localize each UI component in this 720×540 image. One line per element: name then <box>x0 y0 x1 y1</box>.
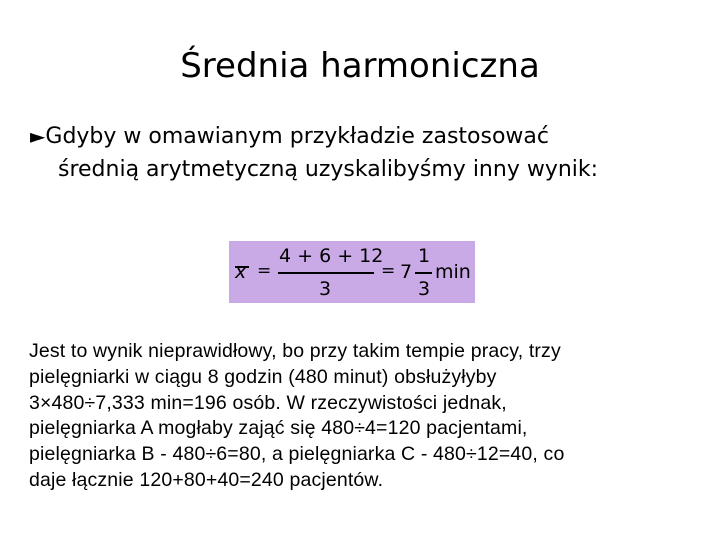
formula-unit: min <box>435 261 471 283</box>
paragraph-line: 3×480÷7,333 min=196 osób. W rzeczywistości jednak, <box>29 391 507 414</box>
mean-formula <box>229 241 475 303</box>
formula-numerator: 4 + 6 + 12 <box>279 245 384 267</box>
fraction-bar-small <box>415 272 432 274</box>
explanation-paragraph <box>29 339 699 494</box>
bullet-arrow-icon: ► <box>30 124 46 148</box>
paragraph-line: pielęgniarka A mogłaby zająć się 480÷4=120 pacjentami, <box>29 417 528 440</box>
formula-frac-den: 3 <box>418 278 431 300</box>
formula-equals-2: = <box>381 261 396 281</box>
formula-equals-1: = <box>257 261 272 281</box>
formula-x: x <box>235 261 247 283</box>
slide-title: Średnia harmoniczna <box>180 46 540 86</box>
bullet-point <box>30 120 700 186</box>
bullet-line-1: Gdyby w omawianym przykładzie zastosować <box>45 124 550 149</box>
paragraph-line: pielęgniarki w ciągu 8 godzin (480 minut) obsłużyłyby <box>29 365 497 388</box>
paragraph-line: Jest to wynik nieprawidłowy, bo przy takim tempie pracy, trzy <box>29 340 561 362</box>
formula-denominator: 3 <box>319 278 332 300</box>
formula-whole: 7 <box>400 261 413 283</box>
formula-frac-num: 1 <box>418 245 431 267</box>
fraction-bar-main <box>278 272 374 274</box>
bullet-line-2: średnią arytmetyczną uzyskalibyśmy inny wynik: <box>58 157 599 182</box>
paragraph-line: pielęgniarka B - 480÷6=80, a pielęgniarka C - 480÷12=40, co <box>29 443 565 466</box>
paragraph-line: daje łącznie 120+80+40=240 pacjentów. <box>29 468 384 491</box>
